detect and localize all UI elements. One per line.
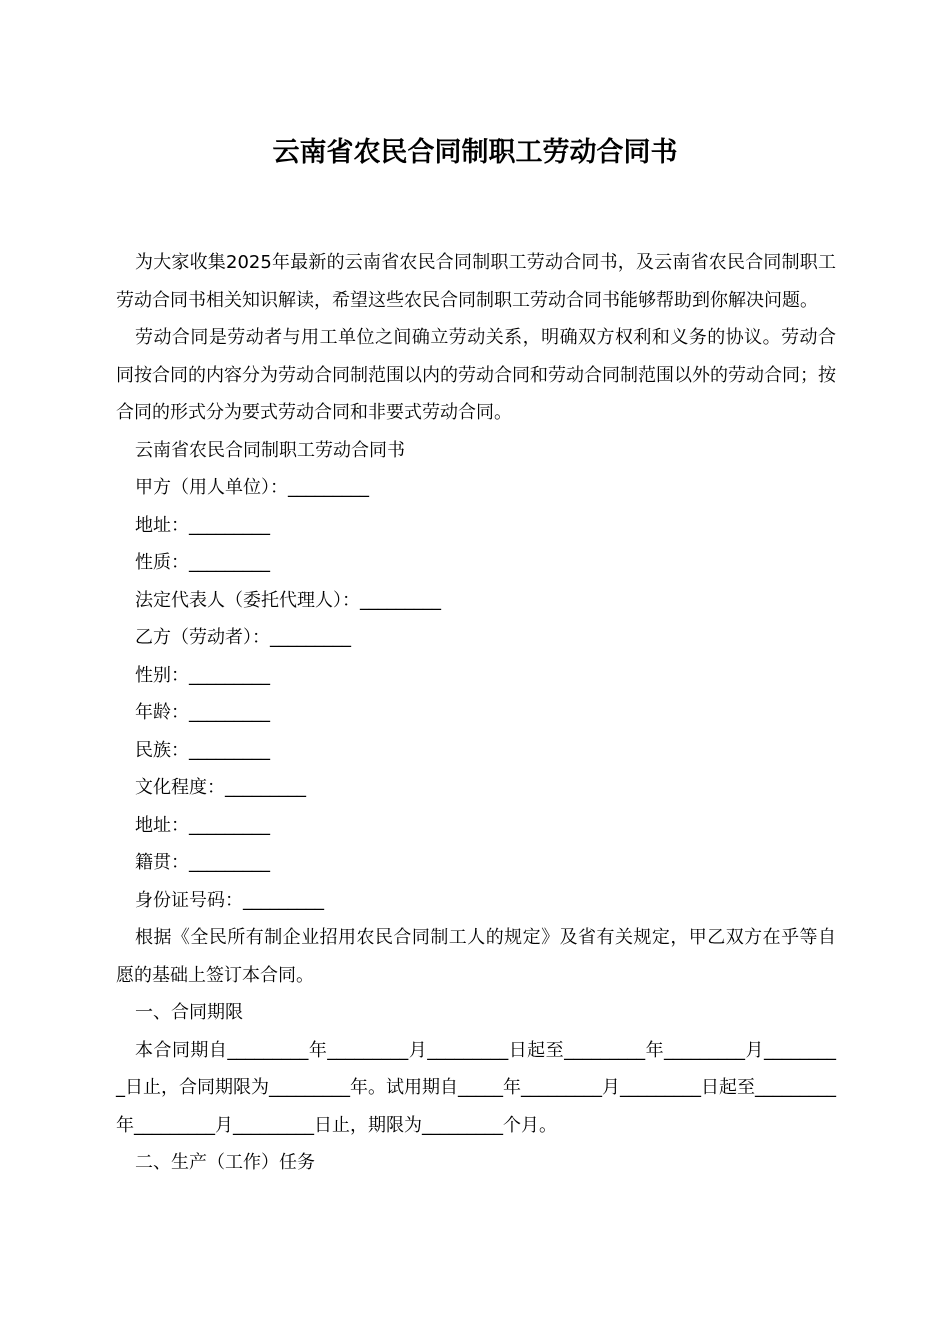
document-title: 云南省农民合同制职工劳动合同书 xyxy=(272,137,678,168)
field-legal-rep: 法定代表人（委托代理人）：_________ xyxy=(135,589,441,611)
field-gender: 性别：_________ xyxy=(135,664,270,686)
document-body xyxy=(116,244,836,1182)
section-1-heading: 一、合同期限 xyxy=(135,1002,243,1023)
field-address-a: 地址：_________ xyxy=(135,514,270,536)
section-2-heading: 二、生产（工作）任务 xyxy=(135,1152,315,1173)
definition-paragraph: 劳动合同是劳动者与用工单位之间确立劳动关系，明确双方权利和义务的协议。劳动合同按合同的内容分为劳动合同制范围以内的劳动合同和劳动合同制范围以外的劳动合同；按合同的形式分为要式劳动合同和非要式劳动合同。 xyxy=(116,327,836,423)
field-nature: 性质：_________ xyxy=(135,552,270,573)
basis-paragraph: 根据《全民所有制企业招用农民合同制工人的规定》及省有关规定，甲乙双方在乎等自愿的基础上签订本合同。 xyxy=(116,927,836,986)
field-party-b: 乙方（劳动者）：_________ xyxy=(135,627,351,648)
field-address-b: 地址：_________ xyxy=(135,814,270,836)
contract-subtitle: 云南省农民合同制职工劳动合同书 xyxy=(135,439,405,461)
field-education: 文化程度：_________ xyxy=(135,777,306,798)
field-native-place: 籍贯：_________ xyxy=(135,852,270,873)
field-id-number: 身份证号码：_________ xyxy=(135,889,324,911)
section-1-body: 本合同期自_________年_________月_________日起至_________年_________月_________日止，合同期限为_________年。试用期自_____年_________月_________日起至_________年_________月_________日止，期限为_________个月。 xyxy=(116,1039,836,1136)
field-ethnicity: 民族：_________ xyxy=(135,739,270,761)
field-age: 年龄：_________ xyxy=(135,702,270,723)
intro-paragraph: 为大家收集2025年最新的云南省农民合同制职工劳动合同书，及云南省农民合同制职工劳动合同书相关知识解读，希望这些农民合同制职工劳动合同书能够帮助到你解决问题。 xyxy=(116,252,836,311)
field-party-a: 甲方（用人单位）：_________ xyxy=(135,477,369,498)
